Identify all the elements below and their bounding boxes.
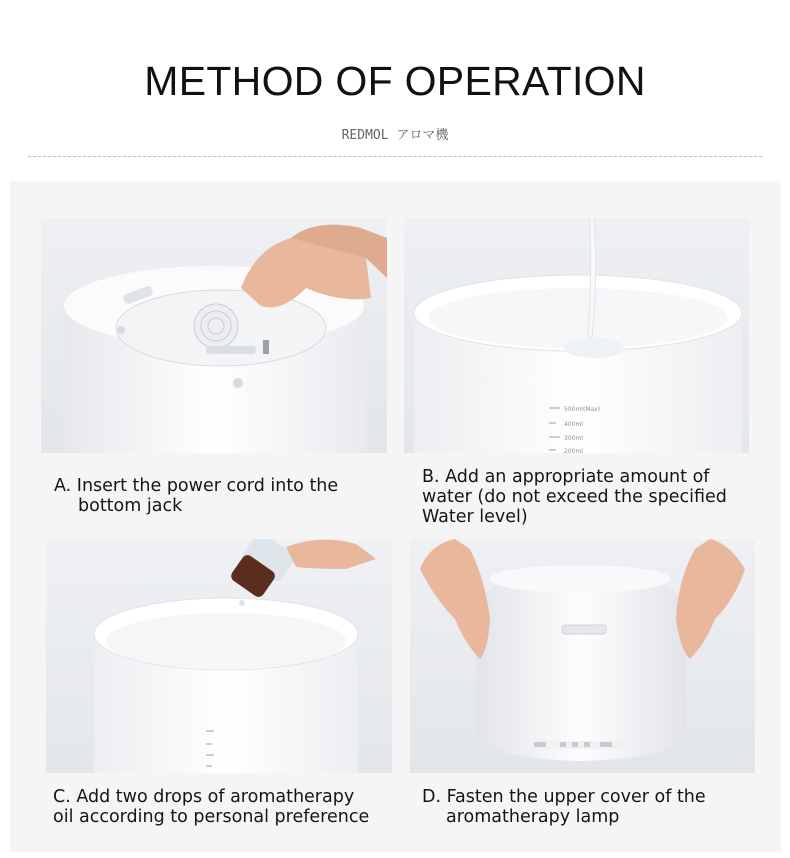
dashed-divider	[28, 156, 762, 157]
scale-mark-400: 400ml	[564, 421, 583, 428]
step-c-line1: C. Add two drops of aromatherapy	[53, 787, 355, 807]
step-a-line1: A. Insert the power cord into the	[54, 476, 339, 496]
step-b-line3: Water level)	[422, 507, 528, 527]
step-a-caption	[54, 476, 338, 516]
pouring-water-photo	[404, 218, 749, 453]
step-d-line1: D. Fasten the upper cover of the	[422, 787, 706, 807]
step-c-caption	[53, 787, 369, 827]
scale-mark-300: 300ml	[564, 435, 583, 442]
power-cord-photo	[41, 218, 387, 453]
step-d-line2: aromatherapy lamp	[446, 807, 620, 827]
oil-bottle-illustration	[46, 539, 392, 773]
scale-mark-200: 200ml	[564, 448, 583, 453]
power-cord-illustration	[41, 218, 387, 453]
cover-fastening-illustration	[410, 539, 755, 773]
step-b-line2: water (do not exceed the specified	[422, 487, 727, 507]
brand-subtitle: REDMOL アロマ機	[341, 128, 449, 143]
step-a-line2: bottom jack	[78, 496, 183, 516]
step-d-caption	[422, 787, 706, 827]
step-b-caption	[422, 467, 727, 527]
step-c-line2: oil according to personal preference	[53, 807, 370, 827]
cover-fastening-photo	[410, 539, 755, 773]
scale-mark-max: 500ml(Max)	[564, 406, 601, 413]
step-b-line1: B. Add an appropriate amount of	[422, 467, 710, 487]
oil-bottle-photo	[46, 539, 392, 773]
page-title: METHOD OF OPERATION	[144, 58, 646, 104]
pouring-water-illustration	[404, 218, 749, 453]
